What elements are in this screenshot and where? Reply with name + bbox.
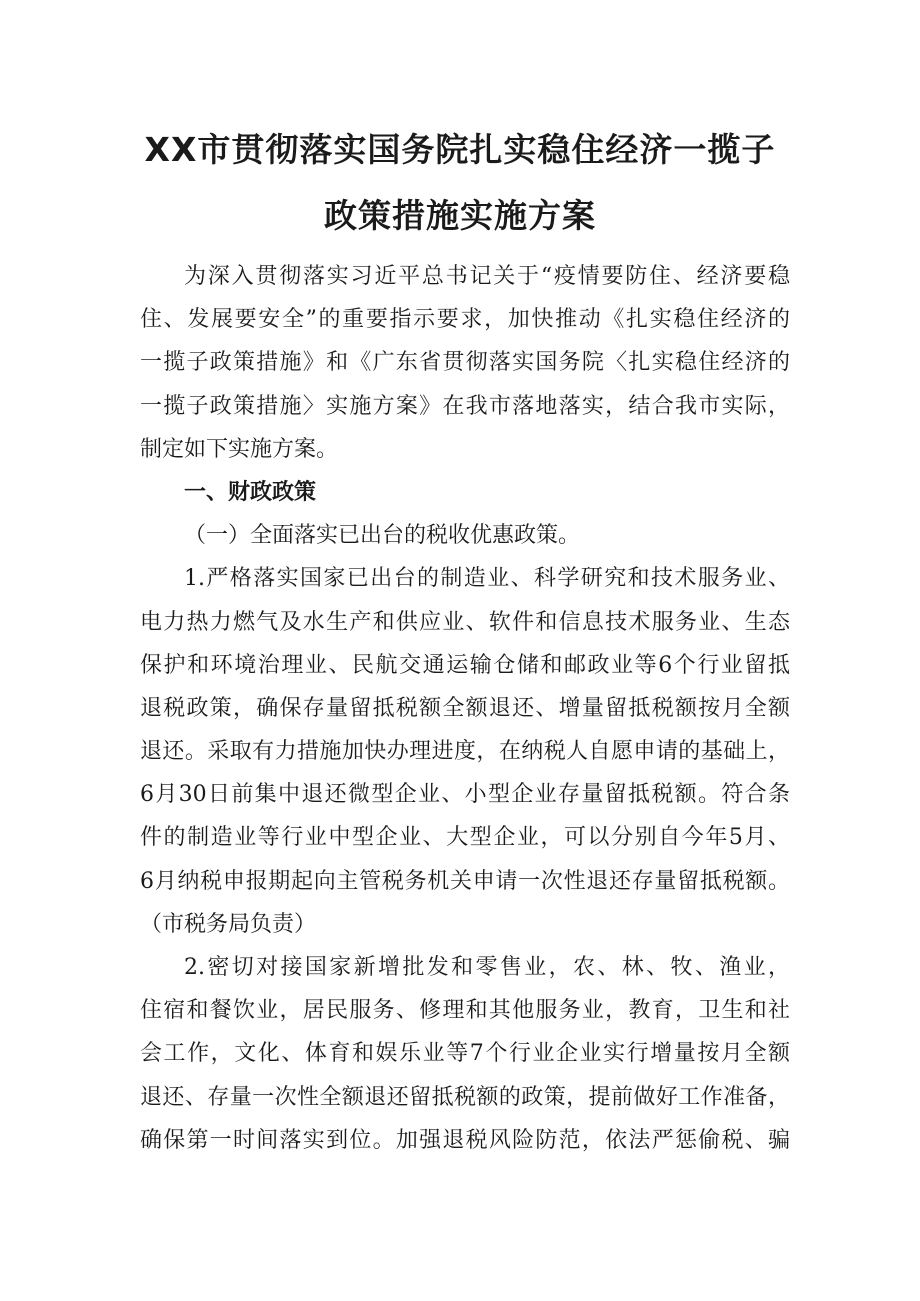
- item-1-line: 6月纳税申报期起向主管税务机关申请一次性退还存量留抵税额。: [140, 868, 790, 894]
- intro-line: 一揽子政策措施》和《广东省贯彻落实国务院〈扎实稳住经济的: [140, 350, 790, 376]
- document-body: [140, 255, 790, 1162]
- document-title-line-2: 政策措施实施方案: [324, 196, 596, 235]
- intro-paragraph: [140, 255, 790, 471]
- item-1-line: 1.严格落实国家已出台的制造业、科学研究和技术服务业、: [184, 566, 790, 592]
- item-2-line: 确保第一时间落实到位。加强退税风险防范，依法严惩偷税、骗: [140, 1127, 790, 1153]
- item-2-line: 退还、存量一次性全额退还留抵税额的政策，提前做好工作准备，: [140, 1084, 790, 1110]
- subsection-heading: （一）全面落实已出台的税收优惠政策。: [184, 523, 581, 549]
- intro-line: 住、发展要安全”的重要指示要求，加快推动《扎实稳住经济的: [140, 307, 790, 333]
- intro-line: 一揽子政策措施〉实施方案》在我市落地落实，结合我市实际，: [140, 393, 790, 419]
- item-1-line: （市税务局负责）: [140, 911, 317, 937]
- item-1-line: 电力热力燃气及水生产和供应业、软件和信息技术服务业、生态: [140, 609, 790, 635]
- item-1-line: 退还。采取有力措施加快办理进度，在纳税人自愿申请的基础上，: [140, 739, 790, 765]
- intro-line: 制定如下实施方案。: [140, 436, 339, 462]
- item-1-line: 件的制造业等行业中型企业、大型企业，可以分别自今年5月、: [140, 825, 790, 851]
- item-1-line: 6月30日前集中退还微型企业、小型企业存量留抵税额。符合条: [140, 782, 790, 808]
- item-1-line: 保护和环境治理业、民航交通运输仓储和邮政业等6个行业留抵: [140, 652, 790, 678]
- item-2-line: 2.密切对接国家新增批发和零售业，农、林、牧、渔业，: [184, 955, 790, 980]
- item-2-line: 会工作，文化、体育和娱乐业等7个行业企业实行增量按月全额: [140, 1041, 790, 1067]
- item-2-line: 住宿和餐饮业，居民服务、修理和其他服务业，教育，卫生和社: [140, 998, 790, 1024]
- document-title-line-1: XX市贯彻落实国务院扎实稳住经济一揽子: [144, 130, 776, 169]
- item-1-line: 退税政策，确保存量留抵税额全额退还、增量留抵税额按月全额: [140, 695, 790, 721]
- item-1-paragraph: [140, 557, 790, 946]
- intro-line: 为深入贯彻落实习近平总书记关于“疫情要防住、经济要稳: [184, 264, 790, 289]
- section-heading: 一、财政政策: [184, 479, 317, 505]
- item-2-paragraph: [140, 946, 790, 1162]
